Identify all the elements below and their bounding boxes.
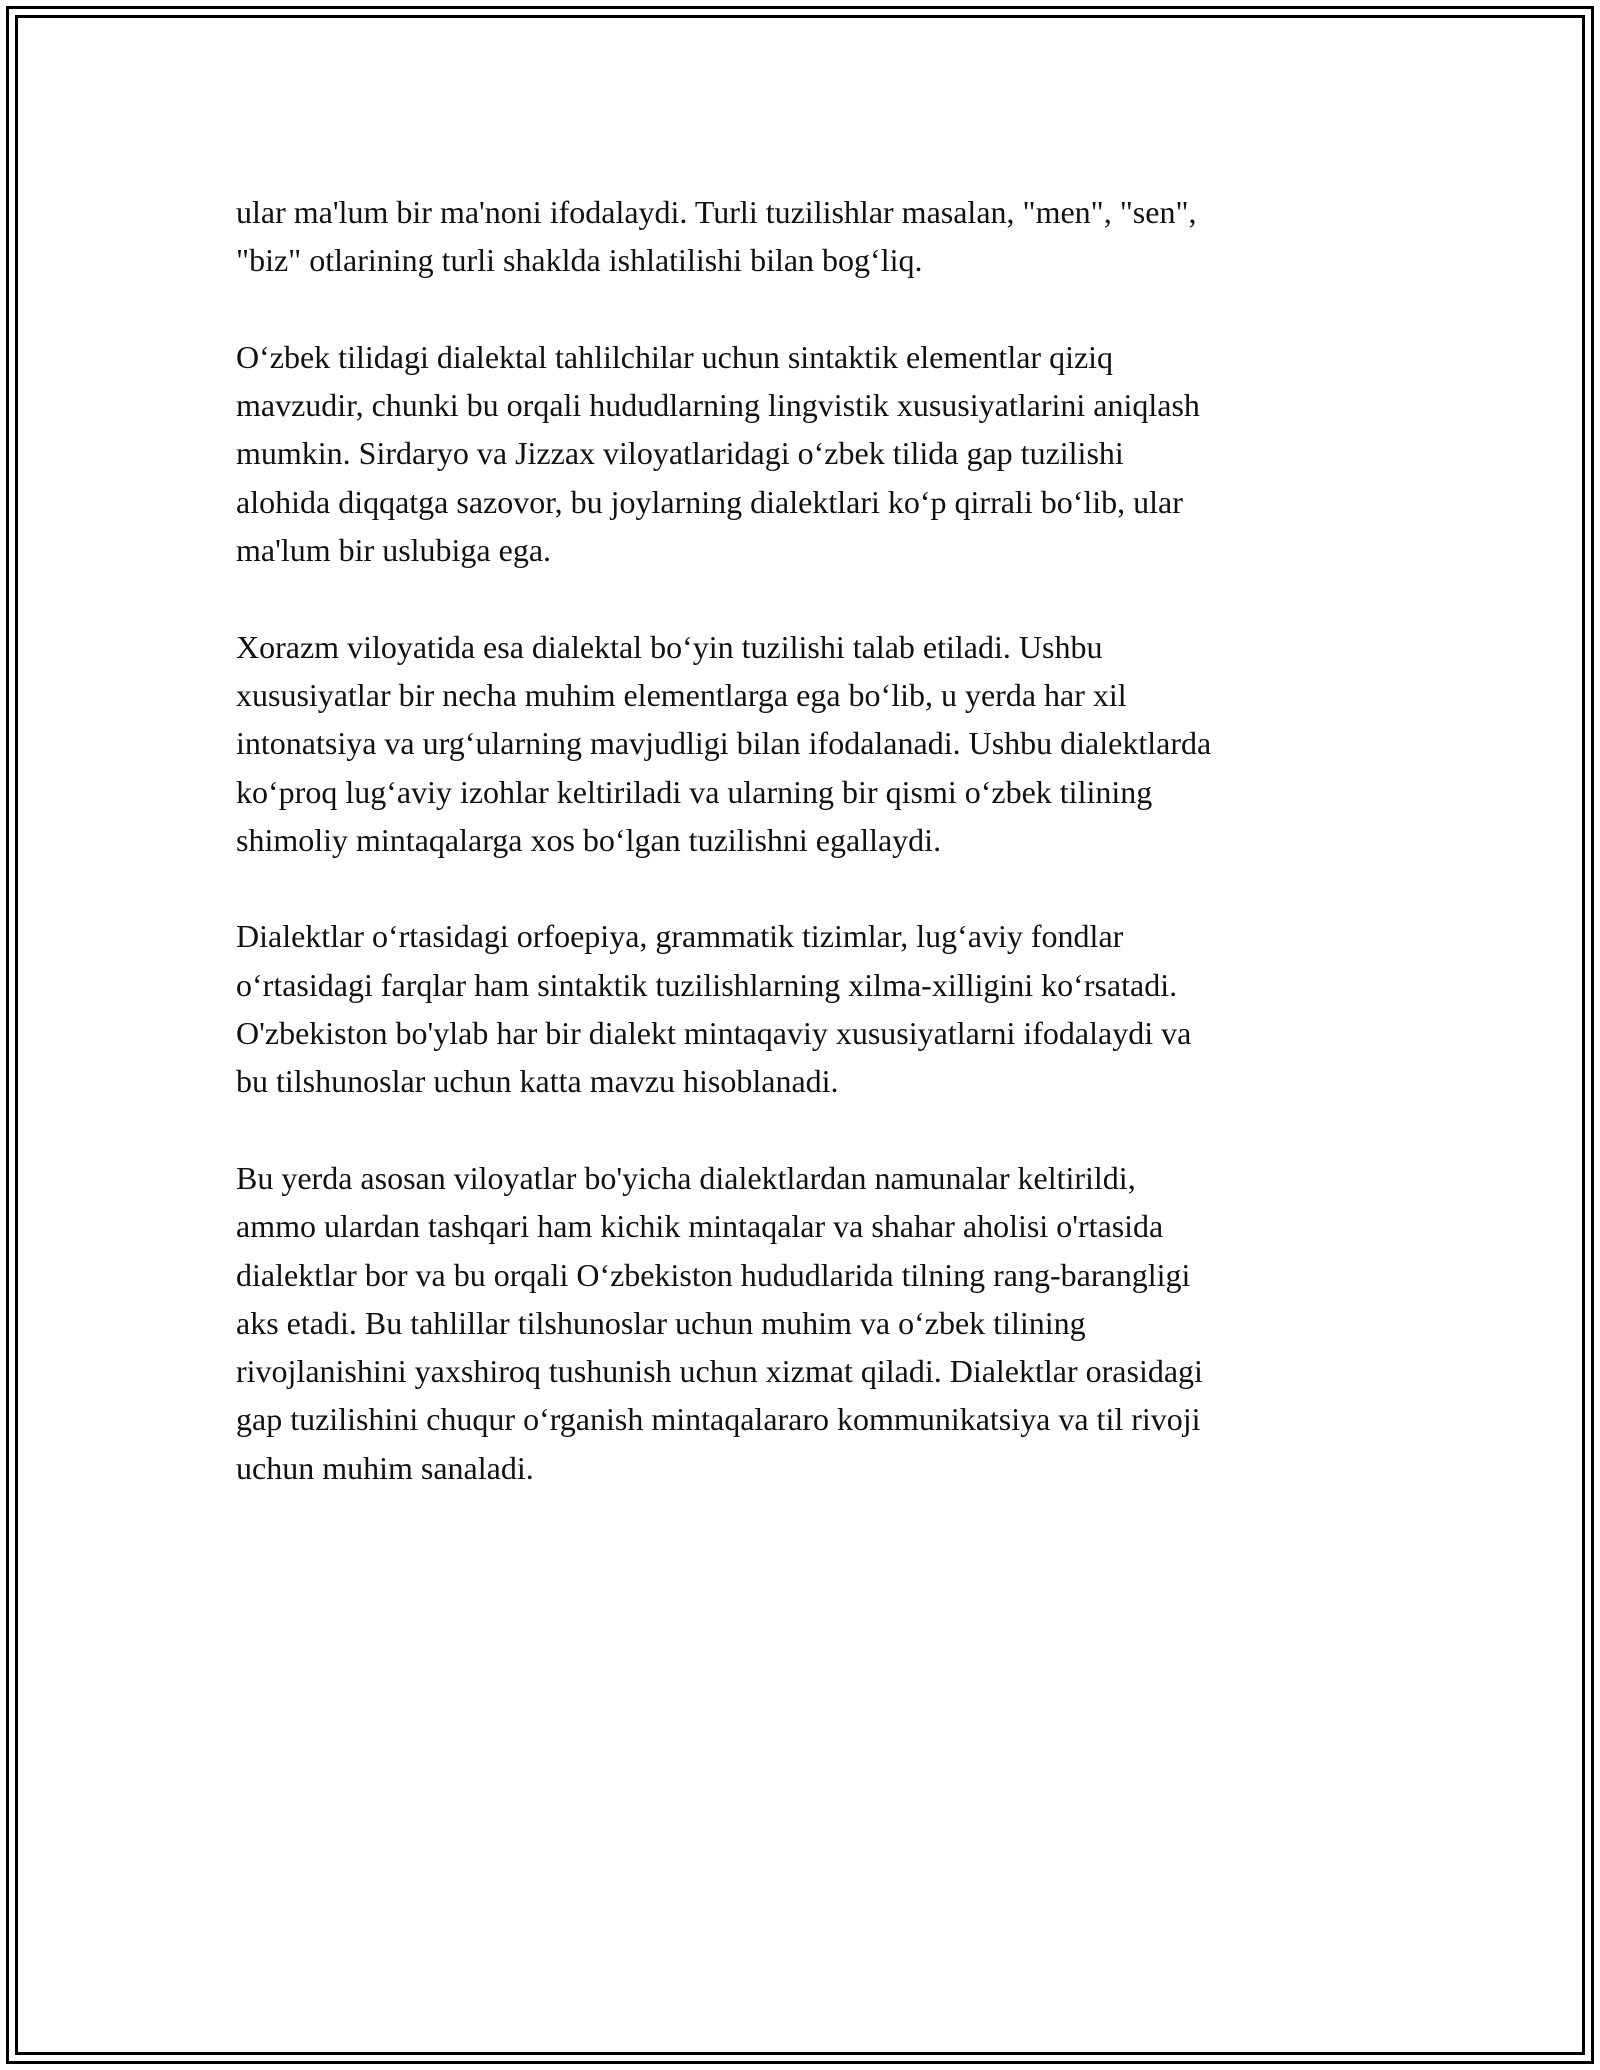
text-line: Dialektlar o‘rtasidagi orfoepiya, grammatik tizimlar, lug‘aviy fondlar (236, 918, 1124, 955)
text-line: Xorazm viloyatida esa dialektal bo‘yin tuzilishi talab etiladi. Ushbu (236, 628, 1103, 665)
paragraph-2 (236, 333, 1364, 574)
text-line: bu tilshunoslar uchun katta mavzu hisoblanadi. (236, 1063, 839, 1100)
text-line: O‘zbek tilidagi dialektal tahlilchilar uchun sintaktik elementlar qiziq (236, 338, 1114, 375)
text-line: o‘rtasidagi farqlar ham sintaktik tuzilishlarning xilma-xilligini ko‘rsatadi. (236, 966, 1178, 1003)
text-line: ammo ulardan tashqari ham kichik mintaqalar va shahar aholisi o'rtasida (236, 1208, 1164, 1245)
text-line: intonatsiya va urg‘ularning mavjudligi bilan ifodalanadi. Ushbu dialektlarda (236, 725, 1212, 762)
text-line: uchun muhim sanaladi. (236, 1449, 534, 1486)
paragraph-5 (236, 1154, 1364, 1492)
text-line: O'zbekiston bo'ylab har bir dialekt mintaqaviy xususiyatlarni ifodalaydi va (236, 1015, 1192, 1052)
text-line: shimoliy mintaqalarga xos bo‘lgan tuzilishni egallaydi. (236, 821, 942, 858)
text-line: mumkin. Sirdaryo va Jizzax viloyatlaridagi o‘zbek tilida gap tuzilishi (236, 435, 1124, 472)
text-line: ko‘proq lug‘aviy izohlar keltiriladi va ularning bir qismi o‘zbek tilining (236, 773, 1153, 810)
text-line: gap tuzilishini chuqur o‘rganish mintaqalararo kommunikatsiya va til rivoji (236, 1401, 1201, 1438)
text-line: mavzudir, chunki bu orqali hududlarning lingvistik xususiyatlarini aniqlash (236, 387, 1200, 424)
text-line: ular ma'lum bir ma'noni ifodalaydi. Turli tuzilishlar masalan, "men", "sen", (236, 194, 1197, 230)
paragraph-3 (236, 623, 1364, 864)
text-line: aks etadi. Bu tahlillar tilshunoslar uchun muhim va o‘zbek tilining (236, 1304, 1086, 1341)
document-body (236, 188, 1364, 1492)
paragraph-4 (236, 912, 1364, 1105)
text-line: dialektlar bor va bu orqali O‘zbekiston hududlarida tilning rang-barangligi (236, 1256, 1191, 1293)
text-line: ma'lum bir uslubiga ega. (236, 532, 552, 569)
text-line: rivojlanishini yaxshiroq tushunish uchun xizmat qiladi. Dialektlar orasidagi (236, 1353, 1203, 1390)
paragraph-1 (236, 188, 1364, 285)
text-line: Bu yerda asosan viloyatlar bo'yicha dialektlardan namunalar keltirildi, (236, 1159, 1136, 1196)
text-line: alohida diqqatga sazovor, bu joylarning dialektlari ko‘p qirrali bo‘lib, ular (236, 483, 1183, 520)
text-line: xususiyatlar bir necha muhim elementlarga ega bo‘lib, u yerda har xil (236, 676, 1127, 713)
text-line: "biz" otlarining turli shaklda ishlatilishi bilan bog‘liq. (236, 242, 923, 279)
